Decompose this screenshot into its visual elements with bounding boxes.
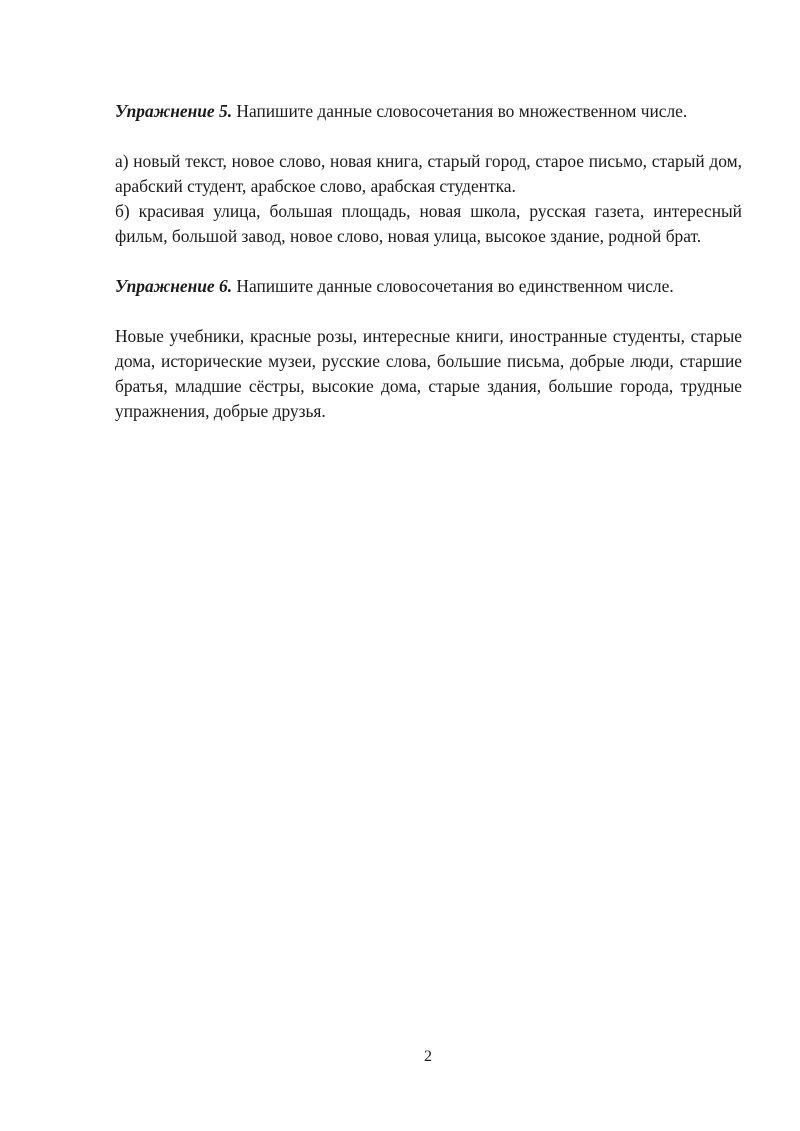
exercise-5-label: Упражнение 5. xyxy=(115,101,233,121)
exercise-5-heading xyxy=(115,99,742,124)
exercise-5-part-a: а) новый текст, новое слово, новая книга, старый город, старое письмо, старый дом, арабский студент, арабское слово, арабская студентка. xyxy=(115,151,742,196)
exercise-6-heading xyxy=(115,274,742,299)
exercise-5-part-b: б) красивая улица, большая площадь, новая школа, русская газета, интересный фильм, большой завод, новое слово, новая улица, высокое здание, родной брат. xyxy=(115,201,742,246)
page-number: 2 xyxy=(424,1048,432,1065)
page-content xyxy=(115,99,742,424)
spacer xyxy=(115,249,742,274)
exercise-6-label: Упражнение 6. xyxy=(115,276,233,296)
exercise-6-text: Новые учебники, красные розы, интересные книги, иностранные студенты, старые дома, исторические музеи, русские слова, большие письма, добрые люди, старшие братья, младшие сёстры, высокие дома, старые здания, большие города, трудные упражнения, добрые друзья. xyxy=(115,326,742,421)
exercise-5-instruction: Напишите данные словосочетания во множественном числе. xyxy=(232,101,688,121)
exercise-6-instruction: Напишите данные словосочетания во единственном числе. xyxy=(232,276,674,296)
